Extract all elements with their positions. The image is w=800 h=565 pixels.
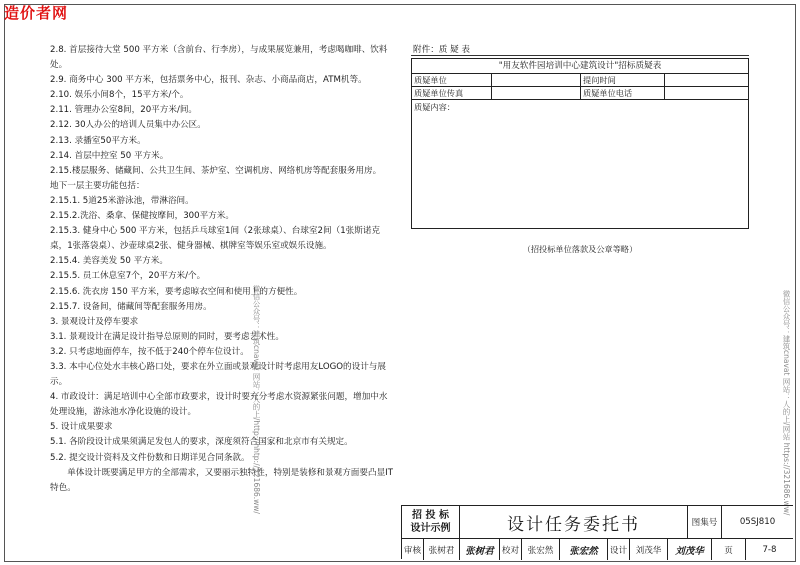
- text-line: 2.15.3. 健身中心 500 平方米，包括乒乓球室1间（2张球桌）、台球室2间（1张斯诺克桌，1张落袋桌）、沙壶球桌2张、健身器械、棋牌室等娱乐室或娱乐设施。: [50, 226, 381, 252]
- form-row: [412, 74, 748, 87]
- page-label: 页: [712, 539, 746, 560]
- attachment-label: 附件：质 疑 表: [413, 45, 471, 55]
- text-line: 2.10. 娱乐小间8个，15平方米/个。: [50, 90, 189, 101]
- text-line: 5. 设计成果要求: [50, 422, 113, 433]
- text-line: 单体设计既要满足甲方的全部需求，又要丽示独特性，特别是装修和景观方面要凸显IT特色。: [50, 467, 393, 493]
- vertical-note-right: 微信公众号：建筑cnavat 网站：人的上/网站 https://321686.ww/: [782, 290, 791, 516]
- title-block: [401, 505, 793, 559]
- form-caption: （招投标单位落款及公章等略）: [522, 244, 638, 254]
- form-content-label: 质疑内容：: [414, 102, 455, 112]
- text-line: 地下一层主要功能包括：: [50, 180, 145, 191]
- text-line: 2.15.楼层服务、储藏间、公共卫生间、茶炉室、空调机房、网络机房等配套服务用房。: [50, 165, 382, 176]
- query-form: [411, 58, 749, 229]
- form-value: [492, 87, 581, 99]
- text-line: 3.2. 只考虑地面停车，按不低于240个停车位设计。: [50, 346, 249, 357]
- check-label: 校对: [500, 539, 522, 560]
- checker-name: 张宏然: [522, 539, 560, 560]
- text-line: 5.1. 各阶段设计成果须满足发包人的要求，深度须符合国家和北京市有关规定。: [50, 437, 353, 448]
- text-line: 2.12. 30人办公的培训人员集中办公区。: [50, 120, 206, 131]
- text-line: 2.8. 首层接待大堂 500 平方米（含前台、行李房），与成果展览兼用，考虑喝咖啡、饮料处。: [50, 45, 388, 71]
- form-value: [665, 74, 748, 86]
- form-label: 质疑单位: [412, 74, 492, 86]
- series-line: 招 投 标: [412, 510, 449, 521]
- text-line: 2.15.5. 员工休息室7个，20平方米/个。: [50, 271, 206, 282]
- text-line: 2.11. 管理办公室8间，20平方米/间。: [50, 105, 198, 116]
- text-line: 2.15.1. 5道25米游泳池，带淋浴间。: [50, 195, 194, 206]
- text-line: 3.1. 景观设计在满足设计指导总原则的同时，要考虑艺术性。: [50, 331, 284, 342]
- review-label: 审核: [402, 539, 424, 560]
- attachment-rule: [411, 55, 749, 56]
- form-row: [412, 87, 748, 100]
- text-line: 2.15.7. 设备间，储藏间等配套服务用房。: [50, 301, 212, 312]
- form-value: [492, 74, 581, 86]
- drawing-title: 设计任务委托书: [460, 506, 688, 538]
- series-label: [402, 506, 460, 538]
- text-line: 2.15.2.洗浴、桑拿、保健按摩间，300平方米。: [50, 211, 234, 222]
- text-line: 2.14. 首层中控室 50 平方米。: [50, 150, 169, 161]
- site-watermark: 造价者网: [4, 4, 69, 22]
- text-line: 2.15.4. 美容美发 50 平方米。: [50, 256, 168, 267]
- atlas-number: 05SJ810: [739, 517, 776, 527]
- checker-signature: 张宏然: [560, 539, 608, 560]
- text-line: 2.13. 录播室50平方米。: [50, 135, 146, 146]
- designer-signature: 刘茂华: [668, 539, 712, 560]
- design-label: 设计: [608, 539, 630, 560]
- form-label: 质疑单位传真: [412, 87, 492, 99]
- text-line: 2.9. 商务中心 300 平方米，包括票务中心，报刊、杂志、小商品商店，ATM机等。: [50, 75, 367, 86]
- reviewer-name: 张树君: [424, 539, 460, 560]
- atlas-label: 图集号: [688, 506, 722, 538]
- text-line: 3. 景观设计及停车要求: [50, 316, 139, 327]
- text-line: 4. 市政设计：满足培训中心全部市政要求，设计时要充分考虑水资源紧张问题，增加中水处理设施，游泳池水净化设施的设计。: [50, 392, 388, 418]
- reviewer-signature: 张树君: [460, 539, 500, 560]
- page-number: 7-8: [762, 544, 777, 555]
- vertical-note-middle: 微信公众号：建筑cnavat 网站：人的上/http://hhtp://321686.ww/: [252, 285, 261, 514]
- text-line: 3.3. 本中心位处水丰核心路口处，要求在外立面或景观设计时考虑用友LOGO的设计与展示。: [50, 361, 386, 388]
- form-value: [665, 87, 748, 99]
- series-line: 设计示例: [410, 523, 451, 534]
- text-line: 2.15.6. 洗衣房 150 平方米，要考虑晾衣空间和使用上的方便性。: [50, 286, 303, 297]
- text-line: 5.2. 提交设计资料及文件份数和日期详见合同条款。: [50, 452, 250, 463]
- form-label: 提问时间: [581, 74, 665, 86]
- form-title: "用友软件园培训中心建筑设计"招标质疑表: [412, 59, 748, 74]
- form-label: 质疑单位电话: [581, 87, 665, 99]
- designer-name: 刘茂华: [630, 539, 668, 560]
- task-text: [50, 43, 395, 496]
